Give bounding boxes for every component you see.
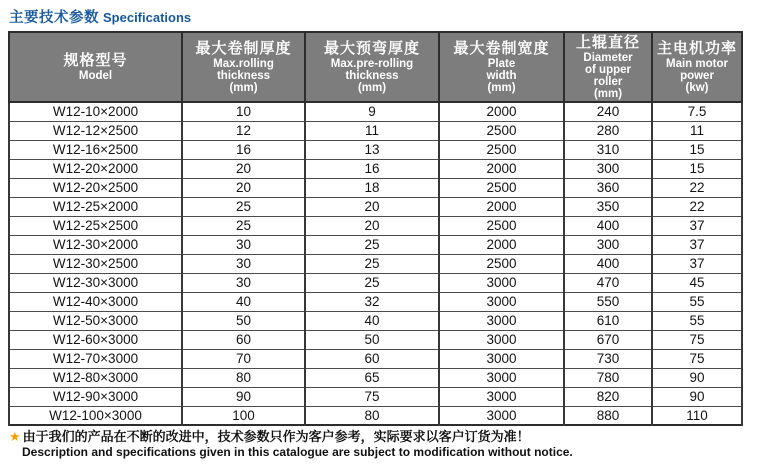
value-cell: 100 bbox=[182, 406, 305, 425]
table-row bbox=[9, 235, 742, 254]
model-cell: W12-20×2500 bbox=[9, 178, 182, 197]
value-cell: 2000 bbox=[439, 197, 564, 216]
column-header-en-line: Max.rolling bbox=[213, 58, 274, 70]
value-cell: 60 bbox=[182, 330, 305, 349]
value-cell: 15 bbox=[652, 159, 742, 178]
column-header-zh: 最大卷制厚度 bbox=[195, 40, 292, 57]
column-header-en-line: Diameter bbox=[583, 52, 633, 64]
value-cell: 60 bbox=[305, 349, 439, 368]
value-cell: 2500 bbox=[439, 216, 564, 235]
value-cell: 2500 bbox=[439, 121, 564, 140]
value-cell: 280 bbox=[564, 121, 652, 140]
value-cell: 20 bbox=[305, 216, 439, 235]
column-header-zh: 规格型号 bbox=[63, 52, 128, 69]
value-cell: 22 bbox=[652, 178, 742, 197]
value-cell: 3000 bbox=[439, 349, 564, 368]
column-header-zh: 最大预弯厚度 bbox=[323, 40, 420, 57]
value-cell: 25 bbox=[182, 197, 305, 216]
table-row bbox=[9, 197, 742, 216]
value-cell: 2500 bbox=[439, 140, 564, 159]
star-icon: ★ bbox=[9, 429, 21, 444]
model-cell: W12-40×3000 bbox=[9, 292, 182, 311]
column-header-en-line: (mm) bbox=[593, 88, 623, 100]
value-cell: 75 bbox=[652, 349, 742, 368]
table-row bbox=[9, 406, 742, 425]
value-cell: 3000 bbox=[439, 387, 564, 406]
value-cell: 3000 bbox=[439, 292, 564, 311]
table-row bbox=[9, 254, 742, 273]
column-header-en-line: (mm) bbox=[487, 82, 516, 94]
value-cell: 7.5 bbox=[652, 102, 742, 121]
value-cell: 2500 bbox=[439, 178, 564, 197]
value-cell: 310 bbox=[564, 140, 652, 159]
value-cell: 30 bbox=[182, 273, 305, 292]
table-row bbox=[9, 368, 742, 387]
value-cell: 610 bbox=[564, 311, 652, 330]
value-cell: 30 bbox=[182, 254, 305, 273]
specifications-table bbox=[8, 31, 743, 426]
value-cell: 80 bbox=[305, 406, 439, 425]
column-header-en-line: (mm) bbox=[229, 82, 258, 94]
value-cell: 20 bbox=[182, 159, 305, 178]
column-header-3 bbox=[305, 32, 439, 102]
column-header-en-line: of upper bbox=[585, 64, 631, 76]
model-cell: W12-10×2000 bbox=[9, 102, 182, 121]
value-cell: 730 bbox=[564, 349, 652, 368]
column-header-en-line: thickness bbox=[216, 70, 271, 82]
value-cell: 3000 bbox=[439, 330, 564, 349]
table-row bbox=[9, 140, 742, 159]
model-cell: W12-25×2000 bbox=[9, 197, 182, 216]
value-cell: 10 bbox=[182, 102, 305, 121]
column-header-zh: 上辊直径 bbox=[575, 34, 640, 51]
model-cell: W12-25×2500 bbox=[9, 216, 182, 235]
value-cell: 12 bbox=[182, 121, 305, 140]
value-cell: 400 bbox=[564, 254, 652, 273]
column-header-4 bbox=[439, 32, 564, 102]
value-cell: 11 bbox=[652, 121, 742, 140]
table-row bbox=[9, 311, 742, 330]
value-cell: 3000 bbox=[439, 311, 564, 330]
model-cell: W12-100×3000 bbox=[9, 406, 182, 425]
value-cell: 3000 bbox=[439, 406, 564, 425]
column-header-1 bbox=[9, 32, 182, 102]
value-cell: 2000 bbox=[439, 102, 564, 121]
model-cell: W12-50×3000 bbox=[9, 311, 182, 330]
table-row bbox=[9, 178, 742, 197]
column-header-en-line: power bbox=[680, 70, 714, 82]
value-cell: 2000 bbox=[439, 159, 564, 178]
value-cell: 2500 bbox=[439, 254, 564, 273]
model-cell: W12-60×3000 bbox=[9, 330, 182, 349]
model-cell: W12-12×2500 bbox=[9, 121, 182, 140]
value-cell: 11 bbox=[305, 121, 439, 140]
value-cell: 55 bbox=[652, 292, 742, 311]
footnote-zh-line bbox=[9, 429, 749, 445]
value-cell: 300 bbox=[564, 159, 652, 178]
model-cell: W12-30×2500 bbox=[9, 254, 182, 273]
value-cell: 90 bbox=[652, 387, 742, 406]
model-cell: W12-80×3000 bbox=[9, 368, 182, 387]
model-cell: W12-30×3000 bbox=[9, 273, 182, 292]
value-cell: 30 bbox=[182, 235, 305, 254]
column-header-en-line: (kw) bbox=[685, 82, 709, 94]
value-cell: 65 bbox=[305, 368, 439, 387]
page-title-zh: 主要技术参数 bbox=[9, 10, 99, 26]
model-cell: W12-20×2000 bbox=[9, 159, 182, 178]
value-cell: 400 bbox=[564, 216, 652, 235]
value-cell: 20 bbox=[182, 178, 305, 197]
value-cell: 40 bbox=[182, 292, 305, 311]
column-header-6 bbox=[652, 32, 742, 102]
value-cell: 780 bbox=[564, 368, 652, 387]
value-cell: 50 bbox=[305, 330, 439, 349]
table-row bbox=[9, 216, 742, 235]
value-cell: 70 bbox=[182, 349, 305, 368]
value-cell: 3000 bbox=[439, 368, 564, 387]
value-cell: 360 bbox=[564, 178, 652, 197]
column-header-5 bbox=[564, 32, 652, 102]
value-cell: 880 bbox=[564, 406, 652, 425]
value-cell: 25 bbox=[305, 235, 439, 254]
column-header-en-line: Max.pre-rolling bbox=[330, 58, 414, 70]
column-header-en-line: Main motor bbox=[666, 58, 728, 70]
column-header-en-line: thickness bbox=[345, 70, 399, 82]
column-header-en-line: Model bbox=[78, 70, 113, 82]
table-row bbox=[9, 387, 742, 406]
column-header-zh: 主电机功率 bbox=[656, 40, 737, 57]
value-cell: 25 bbox=[305, 254, 439, 273]
table-row bbox=[9, 349, 742, 368]
column-header-en-line: (mm) bbox=[357, 82, 387, 94]
model-cell: W12-30×2000 bbox=[9, 235, 182, 254]
table-body bbox=[9, 102, 742, 425]
value-cell: 25 bbox=[305, 273, 439, 292]
value-cell: 820 bbox=[564, 387, 652, 406]
header-row bbox=[9, 32, 742, 102]
table-row bbox=[9, 330, 742, 349]
value-cell: 16 bbox=[305, 159, 439, 178]
value-cell: 18 bbox=[305, 178, 439, 197]
value-cell: 40 bbox=[305, 311, 439, 330]
table-row bbox=[9, 292, 742, 311]
footnote bbox=[8, 429, 749, 459]
table-row bbox=[9, 273, 742, 292]
value-cell: 350 bbox=[564, 197, 652, 216]
table-row bbox=[9, 159, 742, 178]
value-cell: 50 bbox=[182, 311, 305, 330]
model-cell: W12-16×2500 bbox=[9, 140, 182, 159]
value-cell: 25 bbox=[182, 216, 305, 235]
column-header-2 bbox=[182, 32, 305, 102]
value-cell: 300 bbox=[564, 235, 652, 254]
value-cell: 470 bbox=[564, 273, 652, 292]
value-cell: 55 bbox=[652, 311, 742, 330]
page-title-en: Specifications bbox=[103, 10, 192, 25]
value-cell: 9 bbox=[305, 102, 439, 121]
column-header-en-line: Plate bbox=[487, 58, 516, 70]
value-cell: 13 bbox=[305, 140, 439, 159]
column-header-zh: 最大卷制宽度 bbox=[453, 40, 550, 57]
value-cell: 75 bbox=[305, 387, 439, 406]
value-cell: 3000 bbox=[439, 273, 564, 292]
value-cell: 80 bbox=[182, 368, 305, 387]
table-row bbox=[9, 102, 742, 121]
model-cell: W12-90×3000 bbox=[9, 387, 182, 406]
value-cell: 90 bbox=[652, 368, 742, 387]
column-header-en-line: width bbox=[486, 70, 517, 82]
model-cell: W12-70×3000 bbox=[9, 349, 182, 368]
value-cell: 670 bbox=[564, 330, 652, 349]
page-title bbox=[8, 4, 749, 31]
value-cell: 2000 bbox=[439, 235, 564, 254]
value-cell: 32 bbox=[305, 292, 439, 311]
value-cell: 110 bbox=[652, 406, 742, 425]
value-cell: 75 bbox=[652, 330, 742, 349]
footnote-en-text: Description and specifications given in this catalogue are subject to modification without notice. bbox=[22, 445, 573, 459]
value-cell: 15 bbox=[652, 140, 742, 159]
value-cell: 16 bbox=[182, 140, 305, 159]
value-cell: 22 bbox=[652, 197, 742, 216]
value-cell: 37 bbox=[652, 235, 742, 254]
value-cell: 550 bbox=[564, 292, 652, 311]
footnote-zh-text: 由于我们的产品在不断的改进中，技术参数只作为客户参考，实际要求以客户订货为准！ bbox=[22, 429, 530, 444]
value-cell: 90 bbox=[182, 387, 305, 406]
value-cell: 20 bbox=[305, 197, 439, 216]
table-row bbox=[9, 121, 742, 140]
column-header-en-line: roller bbox=[593, 76, 623, 88]
value-cell: 37 bbox=[652, 216, 742, 235]
value-cell: 240 bbox=[564, 102, 652, 121]
value-cell: 45 bbox=[652, 273, 742, 292]
value-cell: 37 bbox=[652, 254, 742, 273]
